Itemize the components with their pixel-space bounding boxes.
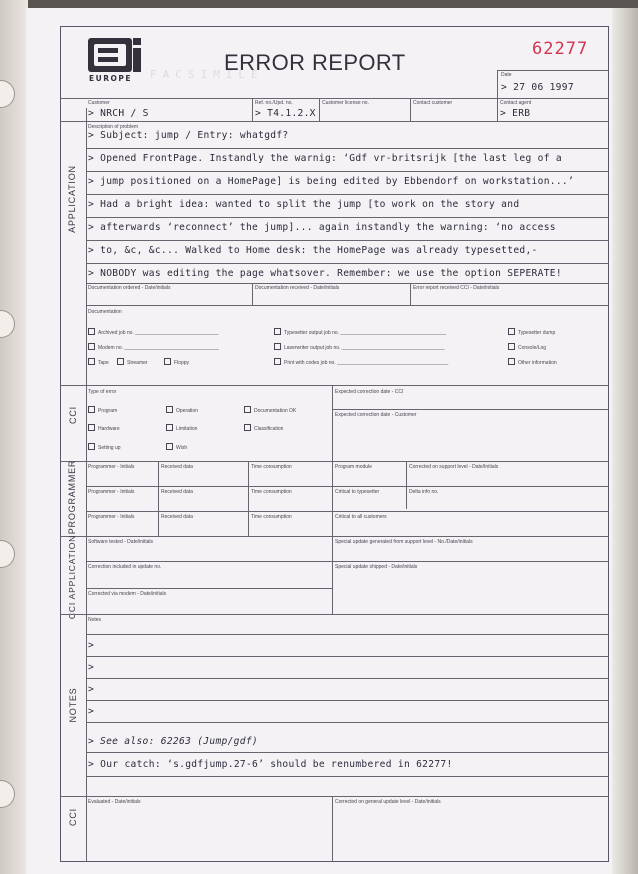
section-cci: CCI xyxy=(68,406,78,424)
type-check-classification[interactable]: Classification xyxy=(244,424,283,432)
contact-customer-label: Contact customer xyxy=(413,100,453,106)
doc-check-other[interactable]: Other information xyxy=(508,358,557,366)
doc-check-console[interactable]: Console/Log xyxy=(508,343,546,351)
notes-prefix-4: > xyxy=(88,706,95,717)
time-consumption-label-2: Time consumption xyxy=(251,489,292,495)
critical-customers-label: Critical to all customers xyxy=(335,514,387,520)
special-shipped-label: Special update shipped - Date/initials xyxy=(335,564,418,570)
notes-prefix-3: > xyxy=(88,684,95,695)
time-consumption-label-3: Time consumption xyxy=(251,514,292,520)
doc-check-streamer[interactable]: Streamer xyxy=(117,358,148,366)
corrected-modem-label: Corrected via modem - Date/initials xyxy=(88,591,167,597)
section-notes: NOTES xyxy=(68,687,78,723)
type-check-setting-up[interactable]: Setting up xyxy=(88,443,121,451)
type-of-error-label: Type of error xyxy=(88,389,117,395)
notes-prefix-2: > xyxy=(88,662,95,673)
software-tested-label: Software tested - Date/initials xyxy=(88,539,154,545)
description-line-6: > to, &c, &c... Walked to Home desk: the HomePage was already typesetted,- xyxy=(88,245,538,256)
received-data-label-2: Received data xyxy=(161,489,193,495)
description-line-3: > jump positioned on a HomePage] is being edited by Ebbendorf on workstation...’ xyxy=(88,176,575,187)
doc-check-laserwriter[interactable]: Laserwriter output job no. _____________________________________ xyxy=(274,343,445,351)
logo-text: EUROPE xyxy=(89,74,132,83)
doc-check-tape[interactable]: Tape xyxy=(88,358,109,366)
type-check-documentation-ok[interactable]: Documentation OK xyxy=(244,406,296,414)
report-number: 62277 xyxy=(532,39,589,59)
section-programmer: PROGRAMMER xyxy=(67,459,77,535)
customer-label: Customer xyxy=(88,100,110,106)
notes-line-2: > Our catch: ‘s.gdfjump.27-6’ should be renumbered in 62277! xyxy=(88,759,453,770)
description-label: Description of problem xyxy=(88,124,139,130)
type-check-operation[interactable]: Operation xyxy=(166,406,198,414)
critical-typesetter-label: Critical to typesetter xyxy=(335,489,380,495)
corrected-general-label: Corrected on general update level - Date/initials xyxy=(335,799,441,805)
documentation-label: Documentation xyxy=(88,309,122,315)
section-cci-bottom: CCI xyxy=(68,808,78,826)
type-check-limitation[interactable]: Limitation xyxy=(166,424,197,432)
ref-label: Ref. no./Upd. no. xyxy=(255,100,293,106)
section-cci-application: CCI APPLICATION xyxy=(67,534,77,620)
type-check-hardware[interactable]: Hardware xyxy=(88,424,120,432)
time-consumption-label-1: Time consumption xyxy=(251,464,292,470)
delta-info-label: Delta info no. xyxy=(409,489,439,495)
doc-check-modem[interactable]: Modem no. __________________________________ xyxy=(88,343,219,351)
doc-check-floppy[interactable]: Floppy xyxy=(164,358,189,366)
description-line-1: > Subject: jump / Entry: whatgdf? xyxy=(88,130,289,141)
description-line-2: > Opened FrontPage. Instandly the warnig: ‘Gdf vr-britsrijk [the last leg of a xyxy=(88,153,562,164)
cci-logo xyxy=(85,36,143,84)
description-line-5: > afterwards ‘reconnect’ the jump]... again instandly the warning: ‘no access xyxy=(88,222,556,233)
binder-edge xyxy=(0,0,28,874)
corrected-support-label: Corrected on support level - Date/Initials xyxy=(409,464,499,470)
license-label: Customer license no. xyxy=(322,100,369,106)
description-line-4: > Had a bright idea: wanted to split the jump [to work on the story and xyxy=(88,199,520,210)
watermark: FACSIMILE xyxy=(150,68,264,81)
doc-check-archived[interactable]: Archived job no. ______________________________ xyxy=(88,328,219,336)
programmer-initials-label-1: Programmer - Initials xyxy=(88,464,135,470)
notes-line-1: See also: 62263 (Jump/gdf) xyxy=(100,736,258,747)
doc-check-typesetter-output[interactable]: Typesetter output job no. ______________________________________ xyxy=(274,328,446,336)
notes-prefix-5: > xyxy=(88,736,95,747)
correction-included-label: Correction included in update no. xyxy=(88,564,162,570)
date-value: > 27 06 1997 xyxy=(501,82,574,93)
type-check-program[interactable]: Program xyxy=(88,406,117,414)
description-line-7: > NOBODY was editing the page whatsover. Remember: we use the option SEPERATE! xyxy=(88,268,562,279)
notes-label: Notes xyxy=(88,617,102,623)
received-data-label-1: Received data xyxy=(161,464,193,470)
special-update-label: Special update generated from support level - No./Date/initials xyxy=(335,539,473,545)
program-module-label: Program module xyxy=(335,464,372,470)
expected-customer-label: Expected correction date - Customer xyxy=(335,412,417,418)
received-data-label-3: Received data xyxy=(161,514,193,520)
page-edge-stripe xyxy=(612,8,638,874)
programmer-initials-label-2: Programmer - Initials xyxy=(88,489,135,495)
notes-prefix-1: > xyxy=(88,640,95,651)
section-column-divider xyxy=(86,108,87,862)
type-check-wish[interactable]: Wish xyxy=(166,443,187,451)
doc-received-label: Documentation received - Date/initials xyxy=(255,285,340,291)
section-application: APPLICATION xyxy=(67,165,77,233)
error-received-label: Error report received CCI - Date/initials xyxy=(413,285,500,291)
date-label: Date xyxy=(501,72,512,78)
programmer-initials-label-3: Programmer - Initials xyxy=(88,514,135,520)
contact-agent-label: Contact agent xyxy=(500,100,532,106)
doc-ordered-label: Documentation ordered - Date/initials xyxy=(88,285,171,291)
doc-check-print-codes[interactable]: Print with codes job no. ________________________________________ xyxy=(274,358,448,366)
form-title: ERROR REPORT xyxy=(224,50,406,75)
doc-check-typesetter-dump[interactable]: Typesetter dump xyxy=(508,328,555,336)
contact-agent-value: > ERB xyxy=(500,108,531,119)
customer-value: > NRCH / S xyxy=(88,108,149,119)
ref-value: > T4.1.2.X xyxy=(255,108,316,119)
expected-cci-label: Expected correction date - CCI xyxy=(335,389,404,395)
evaluated-label: Evaluated - Date/initials xyxy=(88,799,141,805)
